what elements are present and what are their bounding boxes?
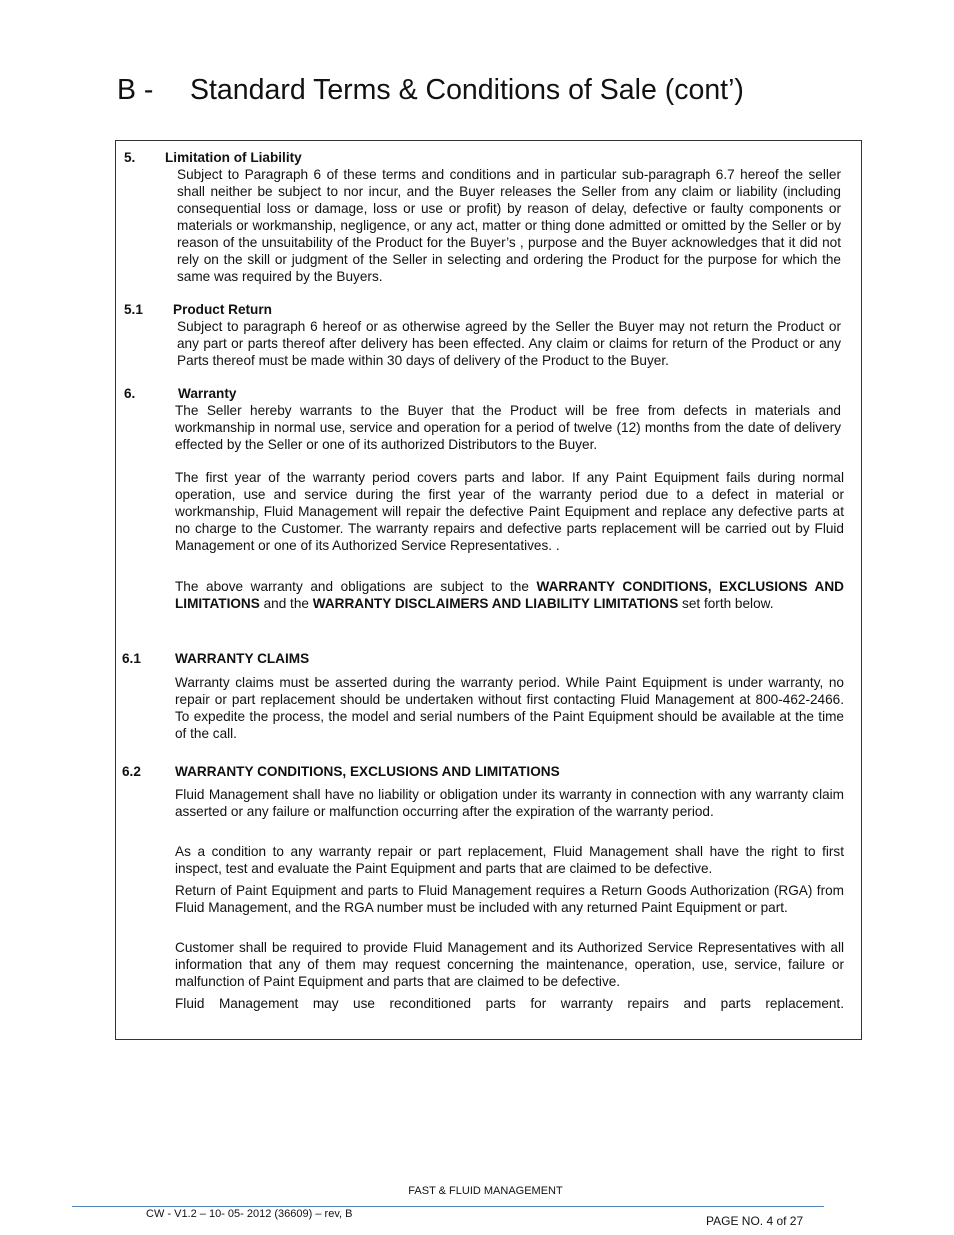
section-6-2-paragraph-4: Customer shall be required to provide Fluid Management and its Authorized Service Representatives with all information that any of them may request concerning the maintenance, operation, use, service, failure or malfunction of Paint Equipment and parts that are claimed to be defective. bbox=[175, 940, 844, 989]
section-6-2-paragraph-2: As a condition to any warranty repair or part replacement, Fluid Management shall have the right to first inspect, test and evaluate the Paint Equipment and parts that are claimed to be defective. bbox=[175, 844, 844, 876]
section-number: 5. bbox=[124, 150, 136, 165]
section-5-1-body: Subject to paragraph 6 hereof or as otherwise agreed by the Seller the Buyer may not return the Product or any part or parts thereof after delivery has been effected. Any claim or claims for return of the Product or any Parts thereof must be made within 30 days of delivery of the Product to the Buyer. bbox=[177, 319, 841, 368]
section-title: WARRANTY CONDITIONS, EXCLUSIONS AND LIMITATIONS bbox=[175, 764, 560, 779]
section-5-body: Subject to Paragraph 6 of these terms and conditions and in particular sub-paragraph 6.7 hereof the seller shall neither be subject to nor incur, and the Buyer releases the Seller from any claim or liability (including consequential loss or damage, loss or use or profit) by reason of delay, defective or faulty components or materials or workmanship, negligence, or any act, matter or thing done admitted or omitted by the Seller or by reason of the unsuitability of the Product for the Buyer’s , purpose and the Buyer acknowledges that it did not rely on the skill or judgment of the Seller in selecting and ordering the Product for the purpose for which the same was required by the Buyers. bbox=[177, 167, 841, 284]
section-letter: B - bbox=[117, 74, 154, 106]
section-number: 5.1 bbox=[124, 302, 143, 317]
section-6-1-body: Warranty claims must be asserted during the warranty period. While Paint Equipment is under warranty, no repair or part replacement should be undertaken without first contacting Fluid Management at 800-462-2466. To expedite the process, the model and serial numbers of the Paint Equipment should be available at the time of the call. bbox=[175, 675, 844, 741]
section-6-body-1: The Seller hereby warrants to the Buyer that the Product will be free from defects in materials and workmanship in normal use, service and operation for a period of twelve (12) months from the date of delivery effected by the Seller or one of its authorized Distributors to the Buyer. bbox=[175, 403, 841, 452]
terms-box bbox=[115, 140, 862, 1040]
footer-version: CW - V1.2 – 10- 05- 2012 (36609) – rev, B bbox=[146, 1208, 353, 1220]
section-title: Product Return bbox=[173, 302, 272, 317]
page-title bbox=[117, 74, 744, 107]
section-title: WARRANTY CLAIMS bbox=[175, 651, 310, 666]
warranty-disclaimers-reference: WARRANTY DISCLAIMERS AND LIABILITY LIMITATIONS bbox=[312, 596, 679, 611]
page-title-text: Standard Terms & Conditions of Sale (cont’) bbox=[190, 74, 744, 106]
warranty-conditions-reference: WARRANTY CONDITIONS, EXCLUSIONS AND LIMITATIONS bbox=[175, 579, 844, 611]
section-title: Warranty bbox=[178, 386, 237, 401]
section-number: 6. bbox=[124, 386, 136, 401]
footer-divider bbox=[72, 1206, 824, 1207]
footer-organization: FAST & FLUID MANAGEMENT bbox=[408, 1185, 563, 1197]
page-number: PAGE NO. 4 of 27 bbox=[706, 1214, 804, 1228]
section-number: 6.2 bbox=[122, 764, 141, 779]
section-6-2-paragraph-1: Fluid Management shall have no liability or obligation under its warranty in connection with any warranty claim asserted or any failure or malfunction occurring after the expiration of the warranty period. bbox=[175, 787, 844, 819]
section-6-body-3: The above warranty and obligations are subject to the WARRANTY CONDITIONS, EXCLUSIONS AND LIMITATIONS and the WARRANTY DISCLAIMERS AND LIABILITY LIMITATIONS set forth below. bbox=[175, 579, 844, 611]
section-6-2-paragraph-5: Fluid Management may use reconditioned parts for warranty repairs and parts replacement. bbox=[175, 996, 844, 1011]
section-6-body-2: The first year of the warranty period covers parts and labor. If any Paint Equipment fails during normal operation, use and service during the first year of the warranty period due to a defect in material or workmanship, Fluid Management will repair the defective Paint Equipment and replace any defective parts at no charge to the Customer. The warranty repairs and defective parts replacement will be carried out by Fluid Management or one of its Authorized Service Representatives. . bbox=[175, 470, 844, 553]
section-6-2-paragraph-3: Return of Paint Equipment and parts to Fluid Management requires a Return Goods Authorization (RGA) from Fluid Management, and the RGA number must be included with any returned Paint Equipment or part. bbox=[175, 883, 844, 915]
section-title: Limitation of Liability bbox=[165, 150, 302, 165]
section-number: 6.1 bbox=[122, 651, 141, 666]
